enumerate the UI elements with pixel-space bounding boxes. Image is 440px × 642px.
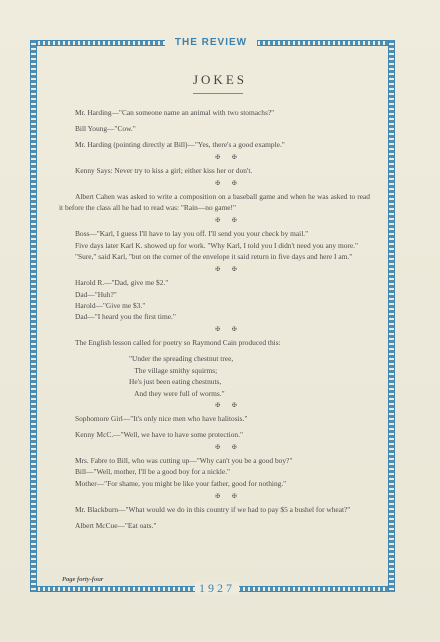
joke-line: Albert McCue—"Eat oats." [75, 520, 157, 530]
joke-line: Mr. Harding—"Can someone name an animal with two stomachs?" [75, 108, 275, 117]
separator-ornament: ✠ ✠ [215, 327, 242, 334]
title-rule [193, 93, 243, 94]
separator-ornament: ✠ ✠ [215, 493, 242, 500]
joke-line: Bill Young—"Cow." [75, 124, 136, 133]
poem-line: He's just been eating chestnuts, [129, 377, 222, 387]
joke-line: Harold R.—"Dad, give me $2." [75, 278, 169, 288]
page-number: Page forty-four [62, 576, 104, 583]
joke-line: Mrs. Fabre to Bill, who was cutting up—"Why can't you be a good boy?" [75, 456, 293, 466]
joke-line: Bill—"Well, mother, I'll be a good boy for a nickle." [75, 467, 231, 477]
separator-ornament: ✠ ✠ [215, 445, 242, 452]
joke-line: Sophomore Girl—"It's only nice men who have halitosis." [75, 414, 248, 424]
joke-line: Boss—"Karl, I guess I'll have to lay you off. I'll send you your check by mail." [75, 229, 309, 239]
separator-ornament: ✠ ✠ [215, 155, 242, 161]
joke-line: "Sure," said Karl, "but on the corner of the envelope it said return in five days and here I am." [75, 252, 353, 262]
separator-ornament: ✠ ✠ [215, 181, 242, 187]
separator-ornament: ✠ ✠ [215, 403, 242, 410]
joke-line: Albert Cahen was asked to write a composition on a baseball game and when he was asked to read it before the class all he had to read was: "Rain—no game!" [59, 192, 370, 213]
border-left [30, 40, 37, 592]
jokes-content [59, 107, 370, 536]
joke-line: Mr. Harding (pointing directly at Bill)—"Yes, there's a good example." [75, 140, 285, 149]
joke-line: Harold—"Give me $3." [75, 301, 146, 311]
joke-line: Mr. Blackburn—"What would we do in this country if we had to pay $5 a bushel for wheat?" [75, 504, 351, 514]
poem-line: The village smithy squirms; [129, 365, 218, 375]
page-title: JOKES [192, 72, 247, 87]
separator-ornament: ✠ ✠ [215, 267, 242, 274]
joke-line: Kenny Says: Never try to kiss a girl; either kiss her or don't. [75, 166, 253, 175]
poem-line: And they were full of worms." [129, 388, 225, 398]
footer-year: 1927 [195, 582, 239, 595]
border-right [388, 40, 395, 592]
joke-line: Mother—"For shame, you might be like your father, good for nothing." [75, 478, 287, 488]
poem [59, 353, 370, 399]
poem-line: "Under the spreading chestnut tree, [129, 354, 234, 364]
joke-line: Kenny McC.—"Well, we have to have some protection." [75, 430, 243, 440]
joke-line: The English lesson called for poetry so Raymond Cain produced this: [75, 338, 281, 348]
joke-line: Five days later Karl K. showed up for work. "Why Karl, I told you I didn't need you any more." [75, 240, 359, 250]
joke-line: Dad—"I heard you the first time." [75, 312, 176, 322]
separator-ornament: ✠ ✠ [215, 218, 242, 225]
header-title: THE REVIEW [165, 37, 257, 49]
joke-line: Dad—"Huh?" [75, 289, 117, 299]
